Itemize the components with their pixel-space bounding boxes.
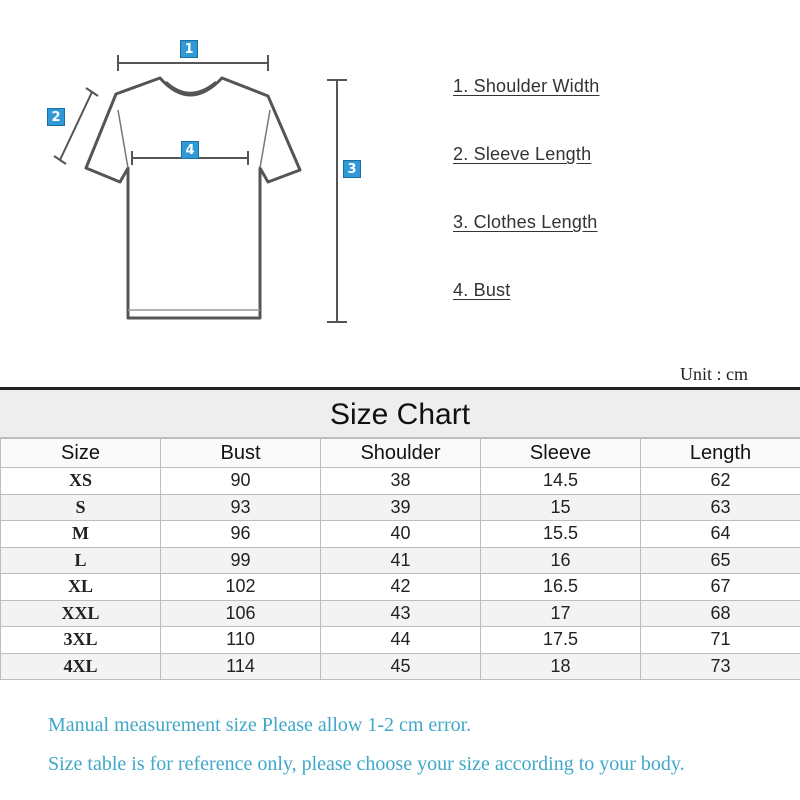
table-row [1, 468, 800, 495]
badge-clothes-length: 3 [343, 160, 361, 178]
note-measurement-error: Manual measurement size Please allow 1-2 cm error. [48, 714, 472, 736]
table-cell: 62 [641, 468, 800, 495]
size-cell: XXL [1, 600, 161, 627]
measurement-diagram [0, 0, 800, 385]
table-row [1, 521, 800, 548]
table-row [1, 494, 800, 521]
table-cell: 68 [641, 600, 800, 627]
table-cell: 45 [321, 653, 481, 680]
table-cell: 14.5 [481, 468, 641, 495]
size-cell: XS [1, 468, 161, 495]
table-cell: 63 [641, 494, 800, 521]
legend-bust: 4. Bust [453, 280, 511, 300]
table-cell: 67 [641, 574, 800, 601]
size-chart [0, 390, 800, 680]
table-row [1, 653, 800, 680]
badge-sleeve-length: 2 [47, 108, 65, 126]
table-cell: 96 [161, 521, 321, 548]
size-table [0, 438, 800, 680]
table-cell: 16 [481, 547, 641, 574]
table-row [1, 600, 800, 627]
unit-label: Unit : cm [680, 364, 748, 384]
header-length: Length [641, 439, 800, 468]
header-size: Size [1, 439, 161, 468]
table-cell: 44 [321, 627, 481, 654]
badge-shoulder-width: 1 [180, 40, 198, 58]
table-cell: 93 [161, 494, 321, 521]
table-cell: 90 [161, 468, 321, 495]
table-cell: 38 [321, 468, 481, 495]
table-cell: 41 [321, 547, 481, 574]
table-cell: 39 [321, 494, 481, 521]
table-cell: 42 [321, 574, 481, 601]
table-cell: 73 [641, 653, 800, 680]
table-cell: 17 [481, 600, 641, 627]
table-cell: 64 [641, 521, 800, 548]
legend-sleeve-length: 2. Sleeve Length [453, 144, 592, 164]
size-cell: S [1, 494, 161, 521]
header-bust: Bust [161, 439, 321, 468]
legend-shoulder-width: 1. Shoulder Width [453, 76, 600, 96]
table-cell: 106 [161, 600, 321, 627]
table-cell: 18 [481, 653, 641, 680]
table-row [1, 574, 800, 601]
table-cell: 99 [161, 547, 321, 574]
legend-clothes-length: 3. Clothes Length [453, 212, 598, 232]
table-cell: 71 [641, 627, 800, 654]
table-cell: 15.5 [481, 521, 641, 548]
table-cell: 65 [641, 547, 800, 574]
size-chart-title: Size Chart [0, 390, 800, 438]
table-cell: 40 [321, 521, 481, 548]
header-sleeve: Sleeve [481, 439, 641, 468]
size-cell: M [1, 521, 161, 548]
table-cell: 110 [161, 627, 321, 654]
size-cell: 4XL [1, 653, 161, 680]
header-shoulder: Shoulder [321, 439, 481, 468]
table-cell: 102 [161, 574, 321, 601]
tshirt-outline-icon [0, 0, 800, 385]
note-size-reference: Size table is for reference only, please choose your size according to your body. [48, 753, 685, 775]
size-cell: L [1, 547, 161, 574]
size-cell: XL [1, 574, 161, 601]
table-cell: 16.5 [481, 574, 641, 601]
table-cell: 17.5 [481, 627, 641, 654]
table-row [1, 547, 800, 574]
table-cell: 15 [481, 494, 641, 521]
table-cell: 43 [321, 600, 481, 627]
table-header-row [1, 439, 800, 468]
table-row [1, 627, 800, 654]
table-cell: 114 [161, 653, 321, 680]
size-cell: 3XL [1, 627, 161, 654]
badge-bust: 4 [181, 141, 199, 159]
